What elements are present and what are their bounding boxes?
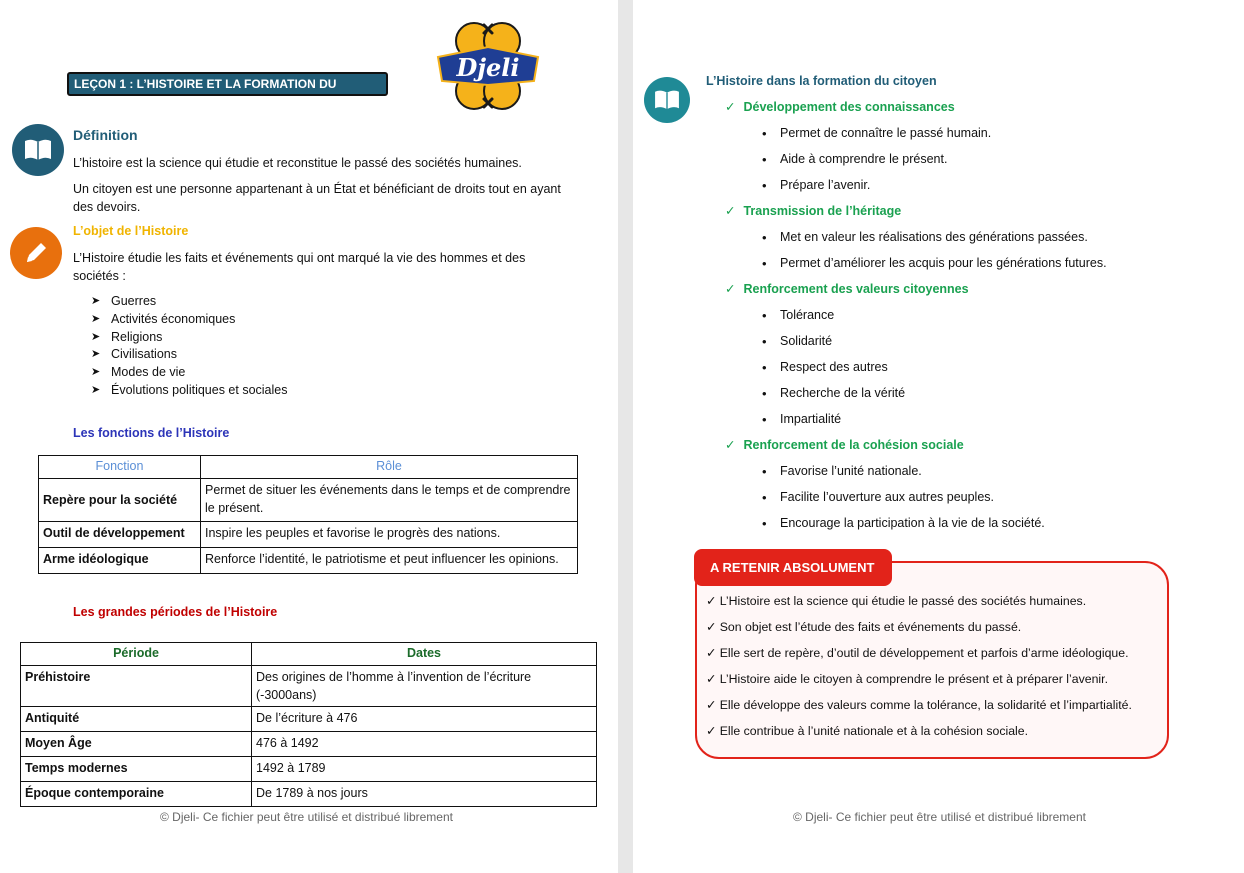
book-icon bbox=[644, 77, 690, 123]
periodes-table bbox=[20, 642, 597, 807]
check-icon: ✓ bbox=[706, 646, 720, 660]
list-item: • Favorise l’unité nationale. bbox=[780, 464, 922, 478]
list-item: • Facilite l’ouverture aux autres peuples. bbox=[780, 490, 994, 504]
cell-periode: Préhistoire bbox=[21, 666, 252, 707]
table-row bbox=[21, 707, 597, 732]
list-item: • Permet d’améliorer les acquis pour les générations futures. bbox=[780, 256, 1107, 270]
table-row bbox=[21, 732, 597, 757]
table-row bbox=[39, 548, 578, 574]
objet-heading: L’objet de l’Histoire bbox=[73, 224, 189, 238]
list-item: • Prépare l’avenir. bbox=[780, 178, 870, 192]
list-item: ➤ Civilisations bbox=[91, 346, 288, 364]
check-icon: ✓ bbox=[725, 204, 736, 218]
book-icon bbox=[12, 124, 64, 176]
cell-dates: De l’écriture à 476 bbox=[252, 707, 597, 732]
col-periode: Période bbox=[21, 643, 252, 666]
col-role: Rôle bbox=[201, 456, 578, 479]
definition-text-2a: Un citoyen est une personne appartenant à un État et bénéficiant de droits tout en ayant bbox=[73, 182, 561, 196]
section-title: ✓ Renforcement des valeurs citoyennes bbox=[725, 282, 969, 296]
lesson-title: LEÇON 1 : L’HISTOIRE ET LA FORMATION DU CITOYEN bbox=[67, 72, 388, 96]
section-title: ✓ Transmission de l’héritage bbox=[725, 204, 902, 218]
objet-intro-1: L’Histoire étudie les faits et événements qui ont marqué la vie des hommes et des bbox=[73, 251, 526, 265]
table-row bbox=[39, 522, 578, 548]
check-icon: ✓ bbox=[725, 438, 736, 452]
retain-item: ✓ L’Histoire aide le citoyen à comprendre le présent et à préparer l’avenir. bbox=[706, 672, 1108, 686]
definition-text-2b: des devoirs. bbox=[73, 200, 141, 214]
retain-title: A RETENIR ABSOLUMENT bbox=[694, 549, 892, 586]
definition-heading: Définition bbox=[73, 127, 138, 143]
cell-periode: Moyen Âge bbox=[21, 732, 252, 757]
djeli-logo bbox=[432, 19, 544, 114]
cell-dates: Des origines de l’homme à l’invention de l’écriture (-3000ans) bbox=[252, 666, 597, 707]
col-fonction: Fonction bbox=[39, 456, 201, 479]
footer-note: © Djeli- Ce fichier peut être utilisé et distribué librement bbox=[793, 810, 1086, 824]
list-item: ➤ Activités économiques bbox=[91, 311, 288, 329]
table-row bbox=[21, 666, 597, 707]
check-icon: ✓ bbox=[706, 620, 720, 634]
cell-periode: Antiquité bbox=[21, 707, 252, 732]
objet-list bbox=[91, 293, 288, 400]
page-right bbox=[633, 0, 1244, 873]
retain-item: ✓ Elle contribue à l’unité nationale et à la cohésion sociale. bbox=[706, 724, 1029, 738]
list-item: • Permet de connaître le passé humain. bbox=[780, 126, 991, 140]
section-title: ✓ Renforcement de la cohésion sociale bbox=[725, 438, 964, 452]
list-item: • Met en valeur les réalisations des générations passées. bbox=[780, 230, 1088, 244]
list-item: • Solidarité bbox=[780, 334, 832, 348]
pencil-icon bbox=[10, 227, 62, 279]
col-dates: Dates bbox=[252, 643, 597, 666]
formation-heading: L’Histoire dans la formation du citoyen bbox=[706, 74, 937, 88]
fonctions-table bbox=[38, 455, 578, 574]
list-item: • Tolérance bbox=[780, 308, 834, 322]
cell-fonction: Arme idéologique bbox=[39, 548, 201, 574]
cell-role: Inspire les peuples et favorise le progrès des nations. bbox=[201, 522, 578, 548]
list-item: ➤ Religions bbox=[91, 329, 288, 347]
objet-intro-2: sociétés : bbox=[73, 269, 126, 283]
logo-text: Djeli bbox=[456, 53, 520, 82]
list-item: • Encourage la participation à la vie de la société. bbox=[780, 516, 1045, 530]
table-row bbox=[39, 479, 578, 522]
cell-role: Permet de situer les événements dans le temps et de comprendre le présent. bbox=[201, 479, 578, 522]
list-item: ➤ Évolutions politiques et sociales bbox=[91, 382, 288, 400]
list-item: • Aide à comprendre le présent. bbox=[780, 152, 947, 166]
page-left bbox=[0, 0, 618, 873]
table-row bbox=[21, 757, 597, 782]
footer-note: © Djeli- Ce fichier peut être utilisé et distribué librement bbox=[160, 810, 453, 824]
check-icon: ✓ bbox=[706, 672, 720, 686]
cell-dates: De 1789 à nos jours bbox=[252, 782, 597, 807]
check-icon: ✓ bbox=[725, 282, 736, 296]
list-item: • Recherche de la vérité bbox=[780, 386, 905, 400]
cell-role: Renforce l’identité, le patriotisme et peut influencer les opinions. bbox=[201, 548, 578, 574]
check-icon: ✓ bbox=[706, 698, 720, 712]
list-item: ➤ Guerres bbox=[91, 293, 288, 311]
cell-periode: Époque contemporaine bbox=[21, 782, 252, 807]
retain-item: ✓ Elle développe des valeurs comme la tolérance, la solidarité et l’impartialité. bbox=[706, 698, 1132, 712]
cell-fonction: Repère pour la société bbox=[39, 479, 201, 522]
retain-item: ✓ Elle sert de repère, d’outil de développement et parfois d’arme idéologique. bbox=[706, 646, 1129, 660]
check-icon: ✓ bbox=[725, 100, 736, 114]
table-row bbox=[21, 782, 597, 807]
table-header-row bbox=[21, 643, 597, 666]
list-item: • Respect des autres bbox=[780, 360, 888, 374]
check-icon: ✓ bbox=[706, 724, 720, 738]
fonctions-heading: Les fonctions de l’Histoire bbox=[73, 426, 230, 440]
cell-periode: Temps modernes bbox=[21, 757, 252, 782]
list-item: ➤ Modes de vie bbox=[91, 364, 288, 382]
definition-text-1: L’histoire est la science qui étudie et reconstitue le passé des sociétés humaines. bbox=[73, 156, 522, 170]
table-header-row bbox=[39, 456, 578, 479]
retain-item: ✓ Son objet est l’étude des faits et événements du passé. bbox=[706, 620, 1022, 634]
cell-dates: 476 à 1492 bbox=[252, 732, 597, 757]
section-title: ✓ Développement des connaissances bbox=[725, 100, 955, 114]
list-item: • Impartialité bbox=[780, 412, 841, 426]
cell-dates: 1492 à 1789 bbox=[252, 757, 597, 782]
check-icon: ✓ bbox=[706, 594, 720, 608]
cell-fonction: Outil de développement bbox=[39, 522, 201, 548]
periodes-heading: Les grandes périodes de l’Histoire bbox=[73, 605, 278, 619]
retain-item: ✓ L’Histoire est la science qui étudie le passé des sociétés humaines. bbox=[706, 594, 1087, 608]
